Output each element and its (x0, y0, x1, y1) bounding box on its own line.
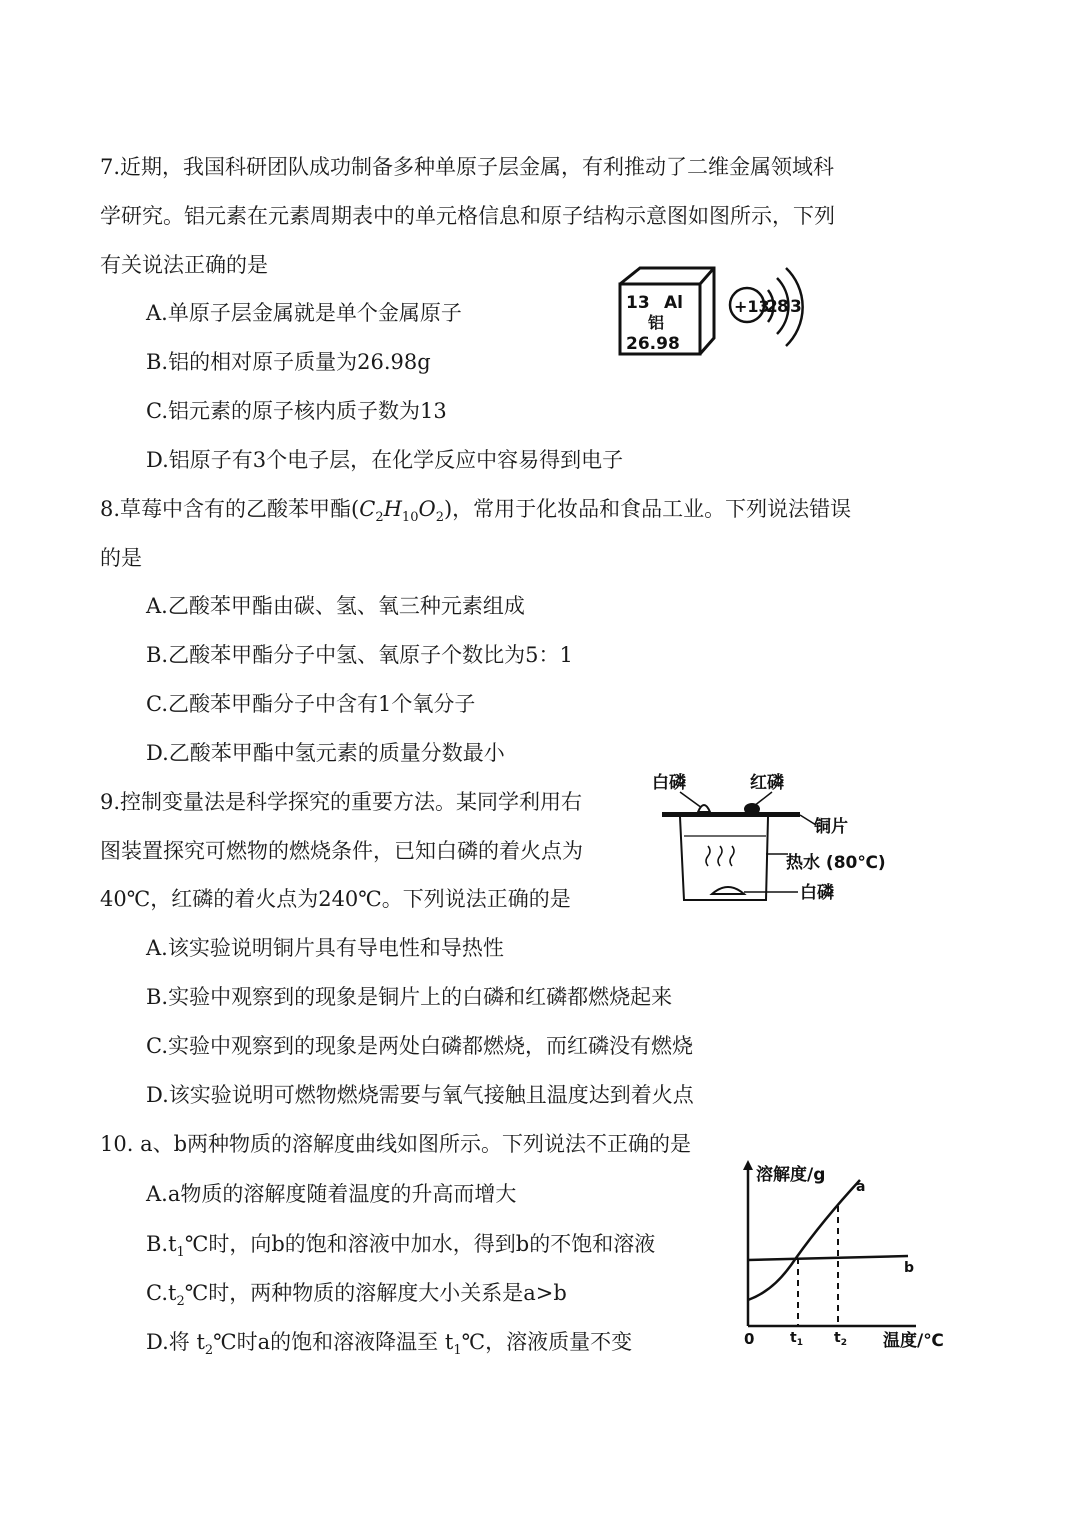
shell-2-electrons: 8 (777, 297, 789, 317)
y-axis-arrow (743, 1160, 753, 1170)
q9-stem-line-3: 40℃，红磷的着火点为240℃。下列说法正确的是 (100, 887, 571, 911)
white-phosphorus-underwater (712, 887, 744, 894)
q10-option-c: $C.t_2℃$时，两种物质的溶解度大小关系是a>b (146, 1281, 567, 1309)
aluminum-figure (610, 262, 820, 362)
q10-option-a: A.a物质的溶解度随着温度的升高而增大 (146, 1182, 517, 1206)
solubility-curve-chart (738, 1158, 958, 1350)
element-name: 铝 (648, 313, 665, 332)
steam-icon (706, 846, 734, 866)
element-mass: 26.98 (626, 334, 680, 354)
q9-option-a: A.该实验说明铜片具有导电性和导热性 (146, 936, 504, 960)
q7-stem-line-2: 学研究。铝元素在元素周期表中的单元格信息和原子结构示意图如图所示，下列 (100, 204, 835, 228)
q7-stem-line-1: 7.近期，我国科研团队成功制备多种单原子层金属，有利推动了二维金属领域科 (100, 155, 835, 179)
q9-stem-line-1: 9.控制变量法是科学探究的重要方法。某同学利用右 (100, 790, 583, 814)
atom-structure-diagram (730, 268, 803, 346)
label-red-phosphorus: 红磷 (750, 773, 784, 793)
label-copper: 铜片 (814, 817, 848, 837)
q7-stem-line-3: 有关说法正确的是 (100, 253, 268, 277)
q7-option-d: D.铝原子有3个电子层，在化学反应中容易得到电子 (146, 448, 624, 472)
series-b-line (748, 1256, 908, 1260)
q9-option-c: C.实验中观察到的现象是两处白磷都燃烧，而红磷没有燃烧 (146, 1034, 693, 1058)
q8-stem-line-1 (100, 496, 851, 531)
nucleus-charge: +13 (734, 297, 770, 316)
x-tick-t2: $t_2$ (834, 1330, 847, 1348)
shell-1-electrons: 2 (766, 297, 778, 317)
chemical-formula: $C_2H_{10}O_2$ (359, 497, 444, 525)
y-axis-label: 溶解度/g (756, 1165, 826, 1185)
q10-stem: 10. a、b两种物质的溶解度曲线如图所示。下列说法不正确的是 (100, 1132, 692, 1156)
q8-option-c: C.乙酸苯甲酯分子中含有1个氧分子 (146, 692, 476, 716)
x-axis-label: 温度/℃ (883, 1331, 944, 1350)
shell-3-electrons: 3 (790, 297, 802, 317)
combustion-experiment-figure (650, 768, 890, 908)
label-hot-water: 热水 (80℃) (786, 853, 886, 873)
q8-option-a: A.乙酸苯甲酯由碳、氢、氧三种元素组成 (146, 594, 525, 618)
element-number: 13 (626, 293, 650, 313)
q10-option-d: D.将 $t_2℃$时a的饱和溶液降温至 $t_1℃$，溶液质量不变 (146, 1330, 633, 1358)
q8-stem-before: 8.草莓中含有的乙酸苯甲酯( (100, 497, 360, 521)
q8-option-d: D.乙酸苯甲酯中氢元素的质量分数最小 (146, 741, 505, 765)
series-b-label: b (904, 1260, 915, 1276)
x-tick-t1: $t_1$ (790, 1330, 803, 1348)
q9-option-b: B.实验中观察到的现象是铜片上的白磷和红磷都燃烧起来 (146, 985, 673, 1009)
element-symbol: Al (664, 293, 683, 313)
q10-option-b: $B.t_1℃$时，向b的饱和溶液中加水，得到b的不饱和溶液 (146, 1232, 656, 1260)
label-white-phosphorus-bottom: 白磷 (800, 883, 834, 903)
q9-stem-line-2: 图装置探究可燃物的燃烧条件，已知白磷的着火点为 (100, 839, 583, 863)
q8-option-b: B.乙酸苯甲酯分子中氢、氧原子个数比为5：1 (146, 643, 573, 667)
q7-option-a: A.单原子层金属就是单个金属原子 (146, 301, 462, 325)
copper-sheet (662, 812, 800, 817)
series-a-line (748, 1180, 860, 1300)
q7-option-c: C.铝元素的原子核内质子数为13 (146, 399, 447, 423)
q9-option-d: D.该实验说明可燃物燃烧需要与氧气接触且温度达到着火点 (146, 1083, 694, 1107)
q7-option-b: B.铝的相对原子质量为26.98g (146, 350, 431, 374)
series-a-label: a (856, 1179, 866, 1195)
q8-stem-after: )，常用于化妆品和食品工业。下列说法错误 (443, 497, 852, 521)
origin-label: 0 (744, 1330, 755, 1348)
q8-stem-line-2: 的是 (100, 546, 142, 570)
label-white-phosphorus-top: 白磷 (652, 773, 686, 793)
